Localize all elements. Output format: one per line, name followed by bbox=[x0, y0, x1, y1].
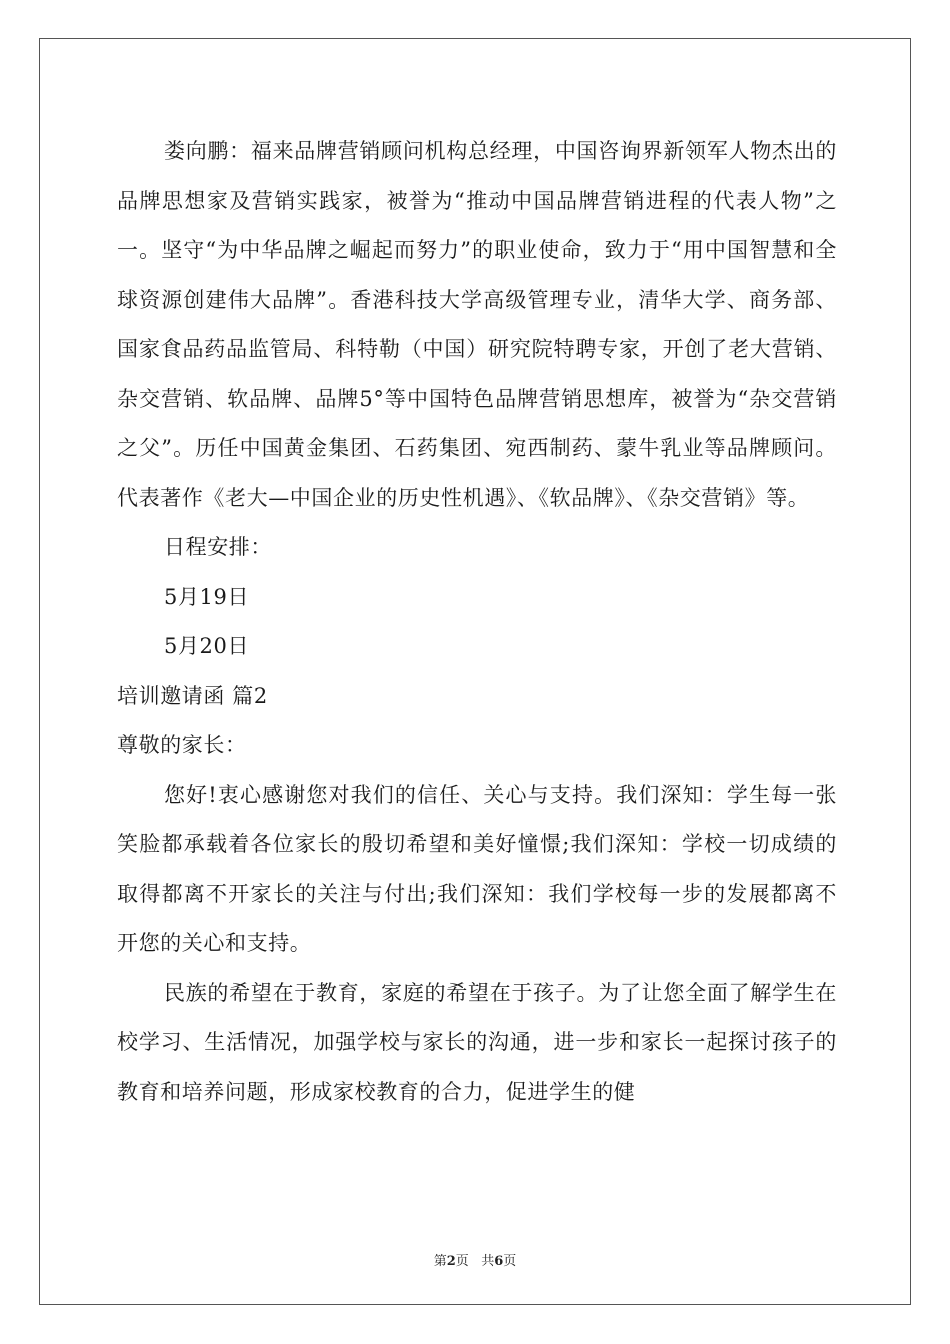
page-footer bbox=[0, 1250, 950, 1269]
purpose-paragraph: 民族的希望在于教育，家庭的希望在于孩子。为了让您全面了解学生在校学习、生活情况，加强学校与家长的沟通，进一步和家长一起探讨孩子的教育和培养问题，形成家校教育的合力，促进学生的健 bbox=[117, 980, 837, 1104]
greeting-paragraph: 您好!衷心感谢您对我们的信任、关心与支持。我们深知：学生每一张笑脸都承载着各位家长的殷切希望和美好憧憬;我们深知：学校一切成绩的取得都离不开家长的关注与付出;我们深知：我们学校每一步的发展都离不开您的关心和支持。 bbox=[117, 782, 837, 955]
salutation: 尊敬的家长： bbox=[117, 733, 247, 757]
schedule-heading: 日程安排： bbox=[164, 535, 272, 559]
document-body bbox=[117, 127, 837, 1117]
schedule-date-2: 5月20日 bbox=[164, 634, 250, 658]
schedule-date-1: 5月19日 bbox=[164, 584, 250, 609]
section-title: 培训邀请函 篇2 bbox=[117, 683, 268, 708]
footer-page-suffix: 页 bbox=[503, 1254, 517, 1269]
footer-page-mid: 页 共 bbox=[455, 1254, 495, 1269]
speaker-bio-paragraph: 娄向鹏：福来品牌营销顾问机构总经理，中国咨询界新领军人物杰出的品牌思想家及营销实践家，被誉为“推动中国品牌营销进程的代表人物”之一。坚守“为中华品牌之崛起而努力”的职业使命，致力于“用中国智慧和全球资源创建伟大品牌”。香港科技大学高级管理专业，清华大学、商务部、国家食品药品监管局、科特勒（中国）研究院特聘专家，开创了老大营销、杂交营销、软品牌、品牌5°等中国特色品牌营销思想库，被誉为“杂交营销之父”。历任中国黄金集团、石药集团、宛西制药、蒙牛乳业等品牌顾问。代表著作《老大—中国企业的历史性机遇》、《软品牌》、《杂交营销》等。 bbox=[117, 139, 837, 510]
footer-page-prefix: 第 bbox=[433, 1254, 447, 1269]
footer-page-current: 2 bbox=[446, 1254, 456, 1269]
footer-page-total: 6 bbox=[494, 1254, 504, 1269]
